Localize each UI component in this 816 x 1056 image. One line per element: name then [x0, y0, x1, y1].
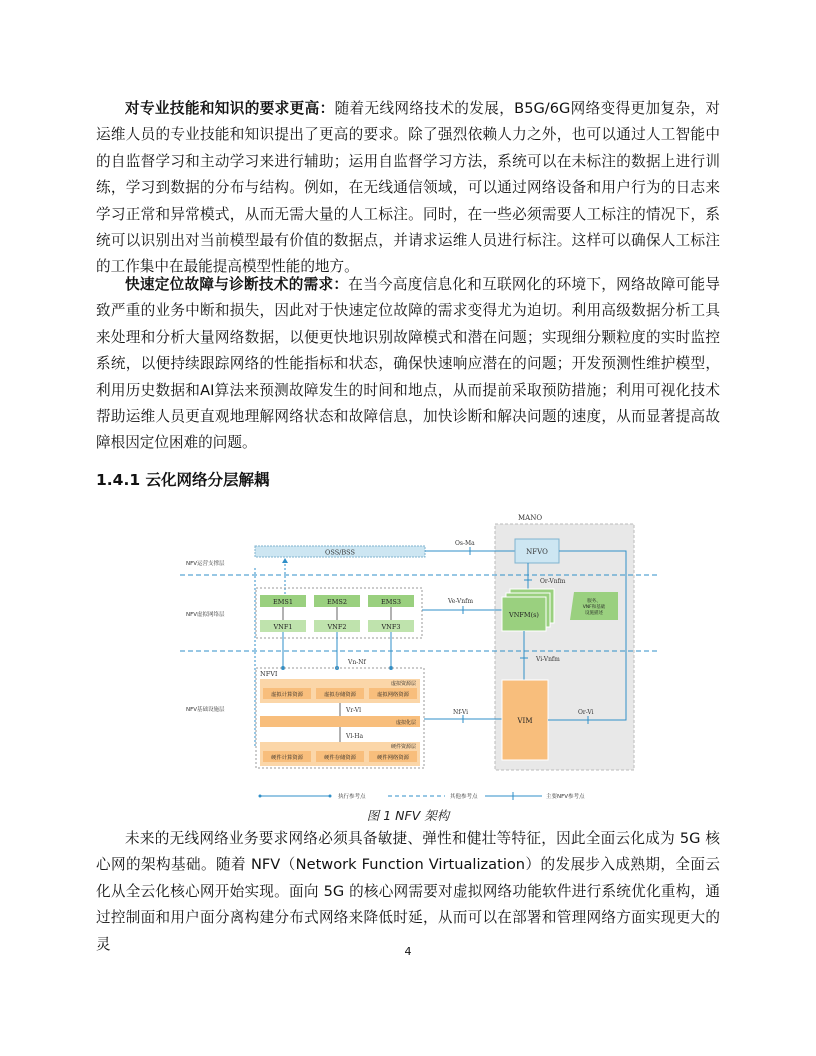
ems2-label: EMS2: [327, 598, 347, 606]
vnfm-label: VNFM(s): [509, 611, 539, 619]
figure-caption: 图 1 NFV 架构: [366, 808, 450, 823]
ems1-label: EMS1: [273, 598, 293, 606]
service-description-line: VNF和基础: [582, 605, 606, 610]
page-number: 4: [404, 945, 412, 958]
service-description-line: 设施描述: [585, 611, 603, 616]
vn-nf-label: Vn-Nf: [348, 659, 366, 666]
paragraph-lead: 对专业技能和知识的要求更高：: [125, 100, 335, 117]
virtualization-layer-label: 虚拟化层: [395, 720, 416, 726]
vl-ha-label: Vl-Ha: [346, 733, 364, 740]
paragraph-fault-diagnosis: [96, 272, 720, 457]
virtual-compute: 虚拟计算资源: [271, 692, 303, 698]
vnf2-label: VNF2: [327, 623, 347, 631]
legend-other-label: 其他参考点: [450, 794, 478, 800]
os-ma-label: Os-Ma: [455, 540, 475, 547]
layer-label-oss: NFV运营支撑层: [186, 561, 225, 567]
vim-label: VIM: [517, 717, 533, 725]
oss-bss-label: OSS/BSS: [325, 548, 355, 557]
hardware-storage: 硬件存储资源: [324, 755, 356, 761]
hardware-compute: 硬件计算资源: [271, 755, 303, 761]
or-vi-label: Or-Vi: [578, 709, 594, 716]
nfvi-label: NFVI: [260, 670, 278, 678]
nf-vi-label: Nf-Vi: [453, 709, 468, 716]
vnf1-label: VNF1: [273, 623, 293, 631]
or-vnfm-label: Or-Vnfm: [540, 578, 566, 585]
layer-label-infra: NFV基础设施层: [186, 707, 225, 713]
virtual-resource-layer-label: 虚拟资源层: [390, 681, 416, 687]
paragraph-text: 随着无线网络技术的发展，B5G/6G网络变得更加复杂，对运维人员的专业技能和知识提出了更高的要求。除了强烈依赖人力之外，也可以通过人工智能中的自监督学习和主动学习来进行辅助；运用自监督学习方法，系统可以在未标注的数据上进行训练，学习到数据的分布与结构。例如，在无线通信领域，可以通过网络设备和用户行为的日志来学习正常和异常模式，从而无需大量的人工标注。同时，在一些必须需要人工标注的情况下，系统可以识别出对当前模型最有价值的数据点，并请求运维人员进行标注。这样可以确保人工标注的工作集中在最能提高模型性能的地方。: [96, 100, 720, 276]
paragraph-skills: [96, 96, 720, 281]
ve-vnfm-label: Ve-Vnfm: [448, 598, 474, 605]
service-description-line: 服务、: [587, 599, 601, 604]
vr-vl-label: Vr-Vl: [346, 707, 362, 714]
ems3-label: EMS3: [381, 598, 401, 606]
vnf3-label: VNF3: [381, 623, 401, 631]
paragraph-text: 在当今高度信息化和互联网化的环境下，网络故障可能导致严重的业务中断和损失，因此对于快速定位故障的需求变得尤为迫切。利用高级数据分析工具来处理和分析大量网络数据，以便更快地识别故障模式和潜在问题；实现细分颗粒度的实时监控系统，以便持续跟踪网络的性能指标和状态，确保快速响应潜在的问题；开发预测性维护模型，利用历史数据和AI算法来预测故障发生的时间和地点，从而提前采取预防措施；利用可视化技术帮助运维人员更直观地理解网络状态和故障信息，加快诊断和解决问题的速度，从而显著提高故障根因定位困难的问题。: [96, 276, 720, 452]
legend-main-label: 主要NFV参考点: [546, 794, 585, 800]
layer-label-vnf: NFV虚拟网络层: [186, 612, 225, 618]
nfv-architecture-diagram: [180, 508, 660, 808]
virtual-network: 虚拟网络资源: [377, 692, 409, 698]
vi-vnfm-label: Vi-Vnfm: [536, 656, 560, 663]
legend-exec-label: 执行参考点: [338, 794, 366, 800]
section-heading: 1.4.1 云化网络分层解耦: [96, 471, 270, 489]
hardware-network: 硬件网络资源: [377, 755, 409, 761]
paragraph-text: 未来的无线网络业务要求网络必须具备敏捷、弹性和健壮等特征，因此全面云化成为 5G 核心网的架构基础。随着 NFV（Network Function Virtualization）的发展步入成熟期，全面云化从全云化核心网开始实现。面向 5G 的核心网需要对虚拟网络功能软件进行系统优化重构，通过控制面和用户面分离构建分布式网络来降低时延，从而可以在部署和管理网络方面实现更大的灵: [96, 830, 720, 953]
paragraph-lead: 快速定位故障与诊断技术的需求：: [125, 276, 349, 293]
hardware-resource-layer-label: 硬件资源层: [390, 744, 416, 750]
paragraph-cloud-network: [96, 826, 720, 958]
virtual-storage: 虚拟存储资源: [324, 692, 356, 698]
nfvo-label: NFVO: [526, 548, 548, 556]
mano-label: MANO: [518, 514, 543, 522]
